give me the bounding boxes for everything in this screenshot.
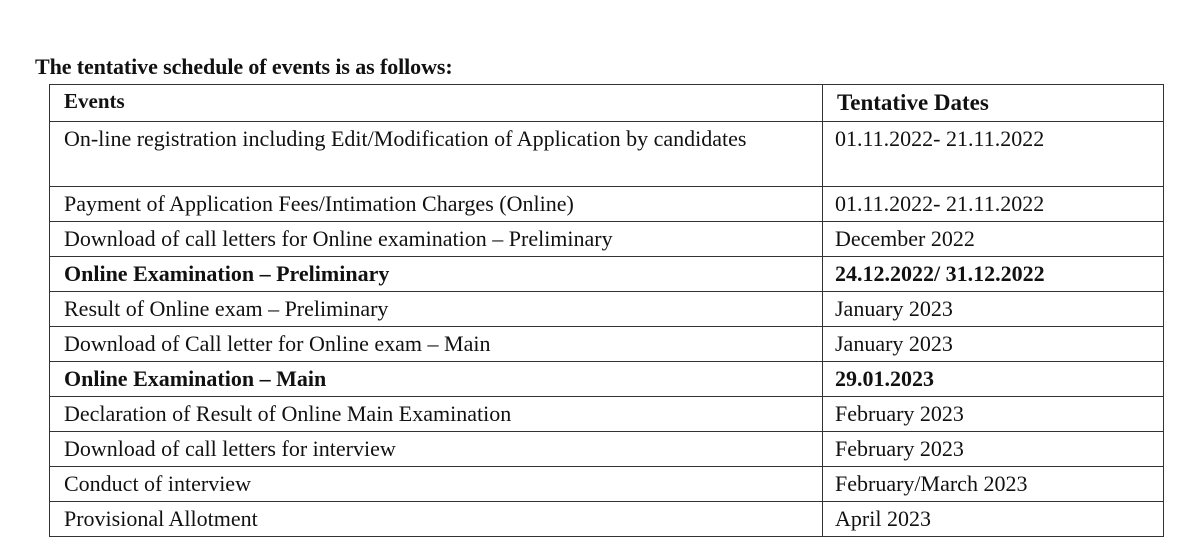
schedule-table	[49, 84, 1164, 537]
table-row	[50, 432, 1164, 467]
date-cell: December 2022	[823, 222, 1164, 257]
event-cell: Download of call letters for interview	[50, 432, 823, 467]
table-row	[50, 467, 1164, 502]
table-row-highlighted	[50, 257, 1164, 292]
event-cell: Download of call letters for Online examination – Preliminary	[50, 222, 823, 257]
event-cell: Online Examination – Preliminary	[50, 257, 823, 292]
date-cell: 01.11.2022- 21.11.2022	[823, 187, 1164, 222]
event-cell: On-line registration including Edit/Modification of Application by candidates	[50, 122, 823, 187]
event-cell: Result of Online exam – Preliminary	[50, 292, 823, 327]
date-cell: 01.11.2022- 21.11.2022	[823, 122, 1164, 187]
table-row	[50, 397, 1164, 432]
date-cell: February 2023	[823, 397, 1164, 432]
date-cell: April 2023	[823, 502, 1164, 537]
date-cell: 24.12.2022/ 31.12.2022	[823, 257, 1164, 292]
event-cell: Payment of Application Fees/Intimation Charges (Online)	[50, 187, 823, 222]
table-row	[50, 292, 1164, 327]
events-column-header: Events	[50, 85, 823, 122]
date-cell: January 2023	[823, 292, 1164, 327]
table-row	[50, 502, 1164, 537]
table-row	[50, 222, 1164, 257]
event-cell: Conduct of interview	[50, 467, 823, 502]
dates-column-header: Tentative Dates	[823, 85, 1164, 122]
table-row	[50, 187, 1164, 222]
date-cell: January 2023	[823, 327, 1164, 362]
date-cell: February 2023	[823, 432, 1164, 467]
schedule-heading: The tentative schedule of events is as follows:	[35, 54, 453, 79]
table-row	[50, 327, 1164, 362]
table-row	[50, 122, 1164, 187]
date-cell: February/March 2023	[823, 467, 1164, 502]
table-header-row	[50, 85, 1164, 122]
event-cell: Download of Call letter for Online exam – Main	[50, 327, 823, 362]
event-cell: Provisional Allotment	[50, 502, 823, 537]
date-cell: 29.01.2023	[823, 362, 1164, 397]
event-cell: Declaration of Result of Online Main Examination	[50, 397, 823, 432]
event-cell: Online Examination – Main	[50, 362, 823, 397]
table-row-highlighted	[50, 362, 1164, 397]
